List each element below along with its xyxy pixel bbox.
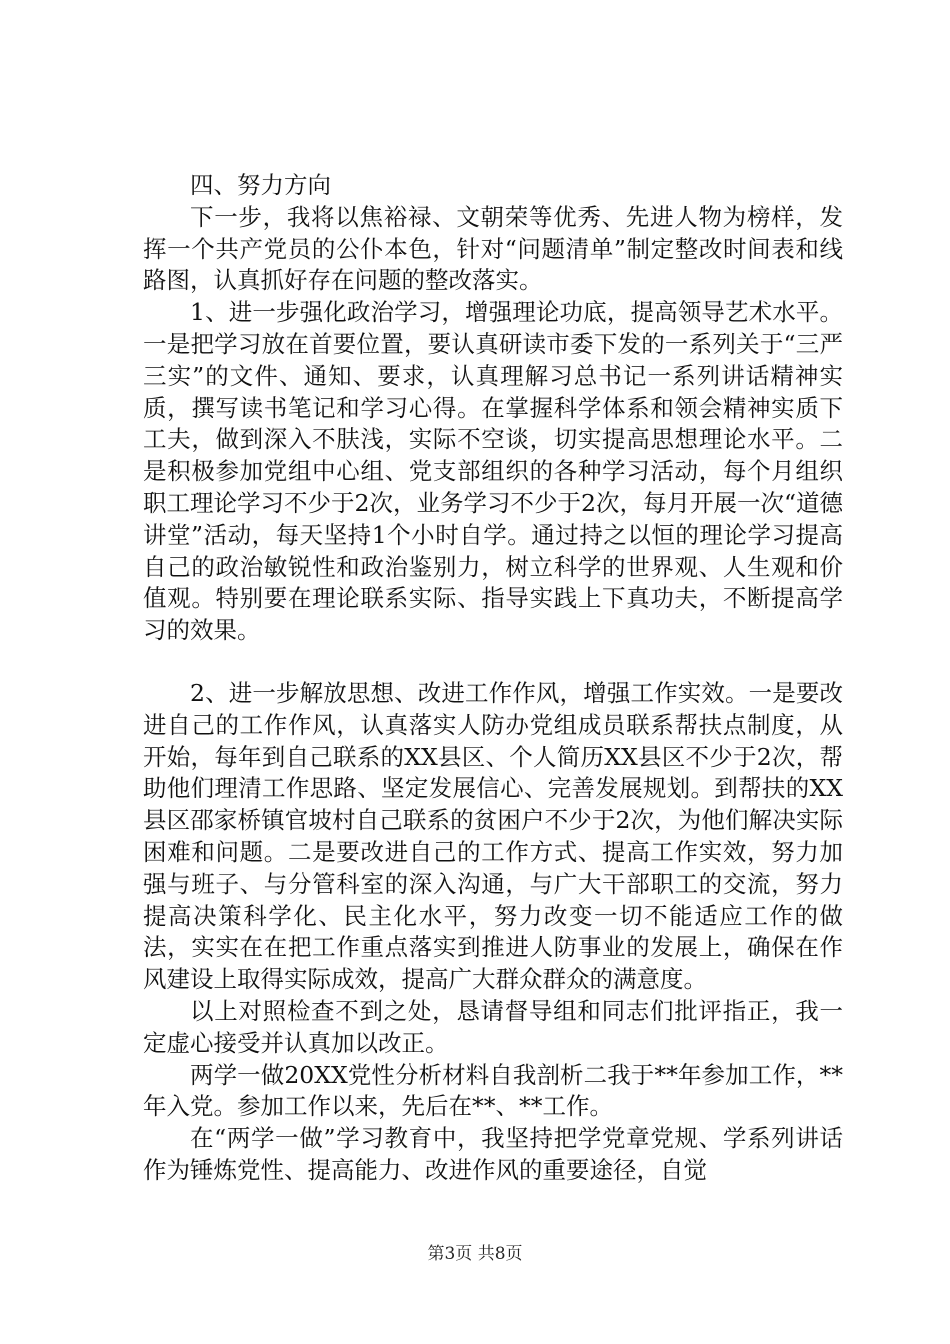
paragraph-intro: 下一步，我将以焦裕禄、文朝荣等优秀、先进人物为榜样，发挥一个共产党员的公仆本色，针对“问题清单”制定整改时间表和线路图，认真抓好存在问题的整改落实。 [143, 202, 843, 295]
paragraph-point-1: 1、进一步强化政治学习，增强理论功底，提高领导艺术水平。一是把学习放在首要位置，要认真研读市委下发的一系列关于“三严三实”的文件、通知、要求，认真理解习总书记一系列讲话精神实质，撰写读书笔记和学习心得。在掌握科学体系和领会精神实质下工夫，做到深入不肤浅，实际不空谈，切实提高思想理论水平。二是积极参加党组中心组、党支部组织的各种学习活动，每个月组织职工理论学习不少于2次，业务学习不少于2次，每月开展一次“道德讲堂”活动，每天坚持1个小时自学。通过持之以恒的理论学习提高自己的政治敏锐性和政治鉴别力，树立科学的世界观、人生观和价值观。特别要在理论联系实际、指导实践上下真功夫，不断提高学习的效果。 [143, 298, 843, 645]
paragraph-analysis-intro: 两学一做20XX党性分析材料自我剖析二我于**年参加工作，**年入党。参加工作以来，先后在**、**工作。 [143, 1060, 843, 1121]
paragraph-analysis-body: 在“两学一做”学习教育中，我坚持把学党章党规、学系列讲话作为锤炼党性、提高能力、改进作风的重要途径，自觉 [143, 1124, 843, 1184]
paragraph-point-2: 2、进一步解放思想、改进工作作风，增强工作实效。一是要改进自己的工作作风，认真落实人防办党组成员联系帮扶点制度，从开始，每年到自己联系的XX县区、个人简历XX县区不少于2次，帮助他们理清工作思路、坚定发展信心、完善发展规划。到帮扶的XX县区邵家桥镇官坡村自己联系的贫困户不少于2次，为他们解决实际困难和问题。二是要改进自己的工作方式、提高工作实效，努力加强与班子、与分管科室的深入沟通，与广大干部职工的交流，努力提高决策科学化、民主化水平，努力改变一切不能适应工作的做法，实实在在把工作重点落实到推进人防事业的发展上，确保在作风建设上取得实际成效，提高广大群众群众的满意度。 [143, 678, 843, 994]
page-number-footer: 第3页 共8页 [427, 1244, 523, 1264]
paragraph-closing: 以上对照检查不到之处，恳请督导组和同志们批评指正，我一定虚心接受并认真加以改正。 [143, 996, 843, 1057]
document-body [143, 170, 843, 1187]
section-heading: 四、努力方向 [190, 171, 331, 199]
